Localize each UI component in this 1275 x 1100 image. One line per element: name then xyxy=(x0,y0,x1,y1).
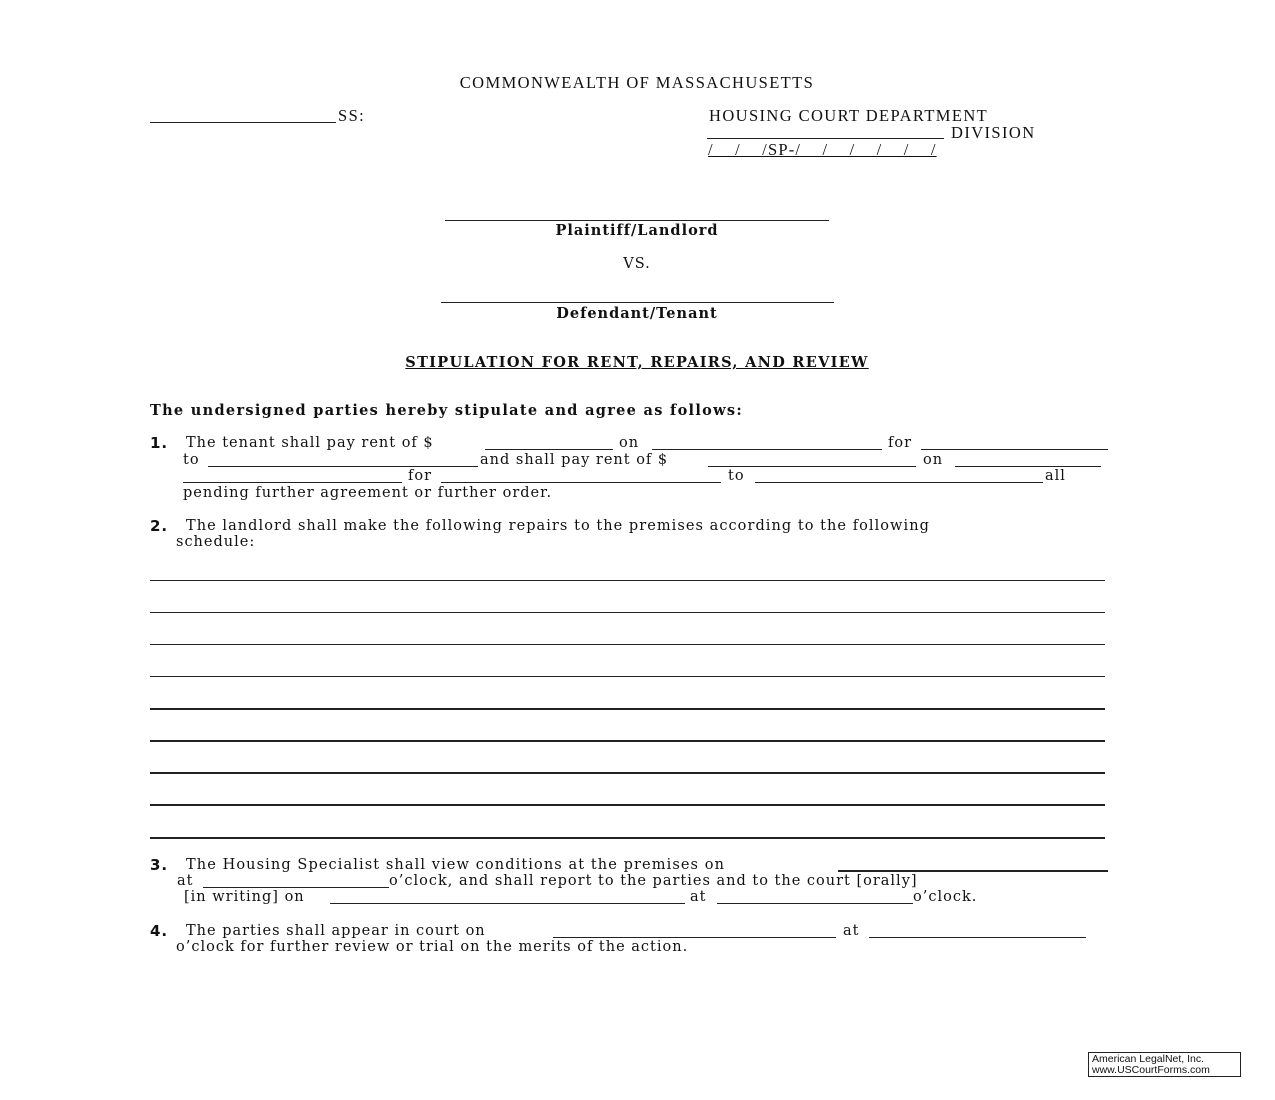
defendant-blank[interactable] xyxy=(441,302,834,303)
period-to-1-blank[interactable] xyxy=(208,466,478,467)
repair-line[interactable] xyxy=(150,804,1105,806)
rent-amount-1-blank[interactable] xyxy=(485,449,613,450)
item-2-number: 2. xyxy=(150,517,169,535)
item-3-at: at xyxy=(177,873,194,889)
rent-date-2a-blank[interactable] xyxy=(955,466,1101,467)
item-4-text-2: o’clock for further review or trial on the merits of the action. xyxy=(176,939,689,955)
item-1-for: for xyxy=(888,435,913,451)
item-3-in-writing: [in writing] on xyxy=(184,889,305,905)
report-date-blank[interactable] xyxy=(330,903,685,904)
rent-date-1-blank[interactable] xyxy=(652,449,882,450)
period-from-2-blank[interactable] xyxy=(441,482,721,483)
county-blank[interactable] xyxy=(150,122,336,123)
publisher-footer xyxy=(1088,1052,1241,1077)
item-3-text-2: o’clock, and shall report to the parties and to the court [orally] xyxy=(389,873,918,889)
plaintiff-label: Plaintiff/Landlord xyxy=(555,222,719,239)
repair-line[interactable] xyxy=(150,676,1105,677)
item-1-number: 1. xyxy=(150,434,169,452)
repair-line[interactable] xyxy=(150,580,1105,581)
item-1-on: on xyxy=(619,435,640,451)
division-label: DIVISION xyxy=(951,123,1036,142)
repair-line[interactable] xyxy=(150,837,1105,839)
defendant-label: Defendant/Tenant xyxy=(556,305,718,322)
item-3-number: 3. xyxy=(150,856,169,874)
item-4-text: The parties shall appear in court on xyxy=(186,923,486,939)
item-1-text-2: and shall pay rent of $ xyxy=(480,452,669,468)
period-to-2-blank[interactable] xyxy=(755,482,1043,483)
item-3-oclock: o’clock. xyxy=(913,889,978,905)
repair-line[interactable] xyxy=(150,644,1105,645)
item-1-on-2: on xyxy=(923,452,944,468)
publisher-name: American LegalNet, Inc. xyxy=(1092,1053,1205,1065)
item-3-at-2: at xyxy=(690,889,707,905)
rent-date-2b-blank[interactable] xyxy=(183,482,402,483)
publisher-url: www.USCourtForms.com xyxy=(1092,1063,1210,1076)
commonwealth-heading: COMMONWEALTH OF MASSACHUSETTS xyxy=(459,73,815,92)
view-date-blank[interactable] xyxy=(838,870,1108,872)
item-4-at: at xyxy=(843,923,860,939)
period-from-1-blank[interactable] xyxy=(921,449,1108,450)
ss-label: SS: xyxy=(338,106,366,125)
rent-amount-2-blank[interactable] xyxy=(708,466,916,467)
item-2-text: The landlord shall make the following repairs to the premises according to the following xyxy=(186,518,930,534)
repair-line[interactable] xyxy=(150,708,1105,710)
view-time-blank[interactable] xyxy=(203,887,389,888)
item-1-for-2: for xyxy=(408,468,433,484)
docket-number[interactable]: / / /SP-/ / / / / / xyxy=(708,140,937,159)
repair-line[interactable] xyxy=(150,772,1105,774)
repair-line[interactable] xyxy=(150,740,1105,742)
court-department: HOUSING COURT DEPARTMENT xyxy=(709,106,989,125)
repair-line[interactable] xyxy=(150,612,1105,613)
court-date-blank[interactable] xyxy=(553,937,836,938)
division-blank[interactable] xyxy=(707,138,944,139)
item-1-text: The tenant shall pay rent of $ xyxy=(186,435,434,451)
item-4-number: 4. xyxy=(150,922,169,940)
item-1-all: all xyxy=(1045,468,1066,484)
item-1-text-end: pending further agreement or further order. xyxy=(183,485,553,501)
item-1-to-2: to xyxy=(728,468,745,484)
item-2-schedule: schedule: xyxy=(176,534,256,550)
plaintiff-blank[interactable] xyxy=(445,220,829,221)
vs-label: VS. xyxy=(623,256,651,272)
court-time-blank[interactable] xyxy=(869,937,1086,938)
document-title: STIPULATION FOR RENT, REPAIRS, AND REVIEW xyxy=(405,354,869,371)
report-time-blank[interactable] xyxy=(717,903,913,904)
item-3-text: The Housing Specialist shall view conditions at the premises on xyxy=(186,857,726,873)
item-1-to: to xyxy=(183,452,200,468)
intro-text: The undersigned parties hereby stipulate and agree as follows: xyxy=(150,402,744,419)
